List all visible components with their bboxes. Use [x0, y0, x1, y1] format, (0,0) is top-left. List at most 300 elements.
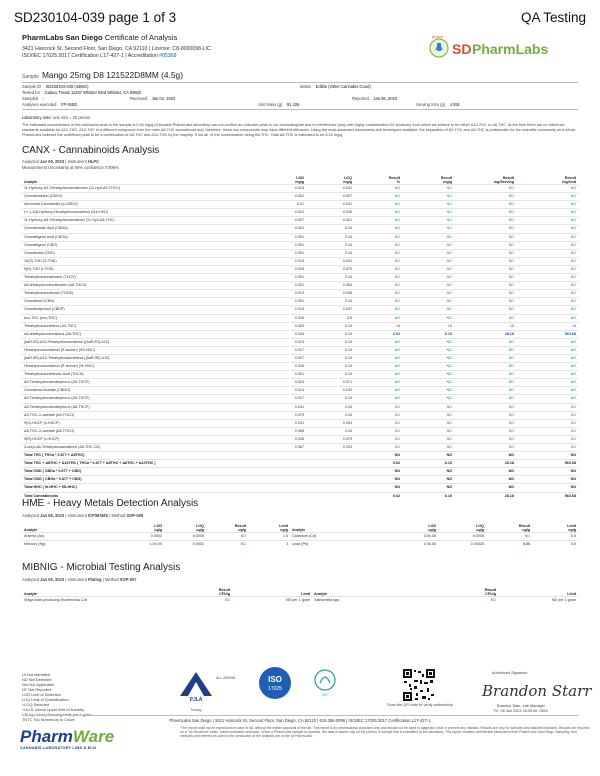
- table-cell: ND: [516, 298, 578, 306]
- table-cell: 0.021: [306, 217, 354, 225]
- table-cell: (6aR,9S)-Δ10-Tetrahydrocannabinol ((6aR,9S)-Δ10): [22, 338, 258, 346]
- table-cell: 0.024: [258, 379, 306, 387]
- table-cell: 0.16: [306, 241, 354, 249]
- footer-address: PharmLabs San Diego | 3421 Hancock St, Second Floor, San Diego, CA 92110 | 619.356.0096 | ISO/IEC 17025:2017 Certification L17-427-1: [169, 718, 431, 723]
- divider: [22, 109, 578, 110]
- table-cell: 0.16: [306, 346, 354, 354]
- table-cell: ND: [454, 403, 516, 411]
- table-row: [22, 533, 578, 541]
- table-cell: ND: [354, 249, 402, 257]
- table-cell: ND: [354, 201, 402, 209]
- svg-text:SD: SD: [452, 41, 472, 57]
- table-cell: ND: [454, 346, 516, 354]
- legend-item: ND Not Detected: [22, 677, 52, 682]
- table-cell: 0.01: [258, 201, 306, 209]
- table-cell: ND: [454, 306, 516, 314]
- table-cell: 0.16: [306, 249, 354, 257]
- sd-pharmlabs-logo: [428, 32, 578, 60]
- table-cell: ND: [354, 257, 402, 265]
- table-cell: 0.16: [306, 233, 354, 241]
- table-cell: ND: [516, 225, 578, 233]
- table-cell: ND: [402, 452, 454, 460]
- table-cell: ND: [402, 233, 454, 241]
- column-header: Result CFU/g: [484, 587, 496, 596]
- table-cell: ND per 1 gram: [232, 597, 312, 605]
- table-row: [22, 290, 578, 298]
- table-cell: 1.0e-05: [122, 541, 164, 549]
- table-cell: ND: [354, 306, 402, 314]
- qr-caption: Scan the QR code to verify authenticity: [387, 703, 453, 707]
- table-cell: 3.0e-05: [390, 533, 438, 541]
- table-cell: ND: [402, 314, 454, 322]
- table-cell: 3-octyl-Δ8-Tetrahydrocannabinol (Δ8-THC-C8): [22, 444, 258, 452]
- table-cell: ND: [354, 468, 402, 476]
- lab-note: Laboratory note: unit size = 20 pieces: [22, 115, 91, 120]
- table-cell: ND: [354, 444, 402, 452]
- table-cell: 0.16: [306, 338, 354, 346]
- table-cell: ND: [454, 468, 516, 476]
- table-cell: 0.001: [258, 225, 306, 233]
- document-id: SD230104-039 page 1 of 3: [14, 10, 177, 25]
- table-cell: 0.007: [258, 354, 306, 362]
- table-row: [22, 225, 578, 233]
- table-cell: 0.012: [258, 209, 306, 217]
- table-cell: ND: [402, 444, 454, 452]
- table-cell: Cannabidiol (CBD): [22, 249, 258, 257]
- table-cell: 0.075: [306, 265, 354, 273]
- table-cell: ND: [454, 476, 516, 484]
- table-cell: ND: [354, 265, 402, 273]
- table-cell: ND: [516, 185, 578, 193]
- table-cell: ND: [354, 274, 402, 282]
- canx-title: CANX - Cannabinoids Analysis: [22, 145, 160, 156]
- table-cell: 0.16: [306, 225, 354, 233]
- table-row: [22, 403, 578, 411]
- svg-text:HC: HC: [322, 692, 328, 697]
- table-cell: ND: [402, 411, 454, 419]
- table-cell: ND: [402, 346, 454, 354]
- table-cell: ND: [454, 265, 516, 273]
- table-cell: ND: [516, 346, 578, 354]
- divider: [22, 715, 578, 716]
- table-cell: ND: [516, 241, 578, 249]
- table-row: [22, 322, 578, 330]
- table-cell: [306, 492, 354, 500]
- tested-for: Tested for Galaxy Treats 11257 Whittier Blvd Whittier, CA 90602: [22, 90, 142, 95]
- table-cell: Cannabinol (CBN): [22, 298, 258, 306]
- table-row: [22, 452, 578, 460]
- table-cell: 0.041: [306, 257, 354, 265]
- column-header: Analyte: [24, 591, 38, 596]
- table-cell: Total Cannabinoids: [22, 492, 258, 500]
- table-cell: Tetrahydrocannabutol (THCB): [22, 290, 258, 298]
- table-cell: ND: [354, 411, 402, 419]
- table-row: [22, 282, 578, 290]
- table-row: [22, 541, 578, 549]
- table-cell: 0.16: [306, 354, 354, 362]
- table-row: [22, 298, 578, 306]
- table-cell: ND: [454, 209, 516, 217]
- qa-label: QA Testing: [520, 10, 586, 25]
- table-cell: ND: [206, 541, 248, 549]
- column-header: LOQ mg/g: [343, 175, 352, 184]
- table-cell: Tetrahydrocannabivarin (THCV): [22, 274, 258, 282]
- iso-line: ISO/IEC 17025:2017 Certification L17-427-1 | Accreditation #85368: [22, 53, 177, 59]
- matrix: Matrix Edible (Other Cannabis Good): [300, 84, 371, 89]
- table-cell: ND: [354, 338, 402, 346]
- table-row: [22, 257, 578, 265]
- table-cell: ND: [516, 363, 578, 371]
- table-cell: ND: [402, 435, 454, 443]
- table-cell: ND: [454, 411, 516, 419]
- table-cell: 0.00025: [438, 541, 486, 549]
- table-row: [22, 193, 578, 201]
- mibnig-title: MIBNIG - Microbial Testing Analysis: [22, 562, 181, 573]
- column-header: Result %: [388, 175, 400, 184]
- table-cell: (6aR,9R)-Δ10-Tetrahydrocannabinol ((6aR,9R)-Δ10): [22, 354, 258, 362]
- column-header: Limit: [301, 591, 310, 596]
- table-cell: ND: [354, 354, 402, 362]
- table-cell: ND: [402, 217, 454, 225]
- table-cell: 0.16: [306, 274, 354, 282]
- certificate-label: Certificate of Analysis: [102, 33, 178, 42]
- table-header: [22, 171, 578, 185]
- table-cell: ND: [516, 257, 578, 265]
- table-cell: Total HHC ( 9r-HHC + 9S-HHC): [22, 484, 258, 492]
- table-cell: ND: [454, 452, 516, 460]
- table-cell: ND: [454, 314, 516, 322]
- lab-title: [22, 33, 177, 42]
- table-cell: UI: [402, 322, 454, 330]
- table-cell: ND: [516, 444, 578, 452]
- table-cell: Δ8-THC-O-acetate (Δ8-THCO): [22, 427, 258, 435]
- table-cell: 0.0005: [164, 533, 206, 541]
- legend-item: NT Not Reported: [22, 687, 52, 692]
- table-cell: Tetrahydrocannabinol (Δ9-THC): [22, 322, 258, 330]
- table-cell: 0.007: [258, 217, 306, 225]
- column-header: LOQ ug/g: [196, 523, 204, 532]
- column-header: Result ug/g: [234, 523, 246, 532]
- table-cell: ND: [354, 209, 402, 217]
- table-cell: 0.0001: [164, 541, 206, 549]
- table-cell: ND: [516, 290, 578, 298]
- table-cell: 9(S)-HHCP (s-HHCP): [22, 419, 258, 427]
- table-cell: Hexahydrocannabinol (R Isomer) (9r-HHC): [22, 363, 258, 371]
- table-cell: ND: [454, 354, 516, 362]
- table-cell: ND: [354, 452, 402, 460]
- legend-item: LOQ Limit of Quantification: [22, 697, 69, 702]
- table-cell: 0.014: [258, 387, 306, 395]
- table-cell: UI: [516, 322, 578, 330]
- table-row: [22, 330, 578, 338]
- table-cell: ND: [454, 249, 516, 257]
- table-cell: 28.18: [454, 330, 516, 338]
- table-cell: 0.001: [258, 298, 306, 306]
- table-cell: 6.15: [402, 460, 454, 468]
- table-cell: ND: [402, 387, 454, 395]
- table-cell: 0.00: [486, 541, 532, 549]
- table-header: [22, 519, 578, 533]
- table-cell: ND: [454, 282, 516, 290]
- table-cell: 0.016: [258, 363, 306, 371]
- table-cell: 0.16: [306, 330, 354, 338]
- table-cell: 28.18: [454, 460, 516, 468]
- table-cell: ND: [516, 274, 578, 282]
- table-row: [22, 371, 578, 379]
- accreditation-number: ALL #85368: [216, 676, 236, 680]
- analyses-executed: Analyses executed FP-INSD: [22, 102, 78, 107]
- column-header: Limit ug/g: [567, 523, 576, 532]
- footer-disclaimer: *The report shall not be reproduced except in full, without the written approval of the lab. This report is for informational purposes only and should not be used to diagnose, treat or prevent any disease. Results are only for samples and batches indicated. Results are reported on a "As Received" basis, unless indicated otherwise. When a PharmLabs sample is reported, the data is based only on the portion of sample that is submitted to the laboratory. This report contains confidential information from PharmLabs San Diego. Sampling, test methods and references used in the conduction of the analysis are on file at PharmLabs.: [180, 726, 590, 739]
- table-cell: Total THC ( THCa * 0.877 + Δ9THC): [22, 452, 258, 460]
- table-cell: Cannabigerol (CBG): [22, 241, 258, 249]
- table-cell: 0.013: [258, 290, 306, 298]
- table-cell: ND: [402, 185, 454, 193]
- table-cell: ND: [402, 363, 454, 371]
- svg-text:ISO: ISO: [268, 675, 282, 684]
- table-row: [22, 201, 578, 209]
- table-cell: ND: [206, 533, 248, 541]
- table-row: [22, 484, 578, 492]
- table-row: [22, 419, 578, 427]
- table-cell: 0.025: [258, 265, 306, 273]
- legend-item: LOD Limit of Detection: [22, 692, 62, 697]
- table-cell: Abnormal Cannabidiol (a-CBDO): [22, 201, 258, 209]
- column-header: Result mg/Unit: [562, 175, 576, 184]
- table-cell: 0.204: [306, 444, 354, 452]
- table-cell: 0.015: [258, 185, 306, 193]
- table-cell: Lead (Pb): [290, 541, 390, 549]
- column-header: Result CFU/g: [218, 587, 230, 596]
- table-cell: 563.68: [516, 330, 578, 338]
- table-cell: [258, 460, 306, 468]
- table-header: [22, 583, 578, 597]
- table-cell: ND: [516, 201, 578, 209]
- table-cell: 0.16: [306, 403, 354, 411]
- table-row: [22, 468, 578, 476]
- table-cell: 0.16: [306, 395, 354, 403]
- table-cell: 563.68: [516, 492, 578, 500]
- table-cell: [258, 484, 306, 492]
- column-header: Limit ug/g: [279, 523, 288, 532]
- table-cell: ND: [516, 411, 578, 419]
- table-cell: ND: [402, 306, 454, 314]
- table-cell: [306, 476, 354, 484]
- table-cell: 0.041: [306, 185, 354, 193]
- table-cell: Cannabidiphorol (CBDP): [22, 306, 258, 314]
- table-cell: Arsenic (As): [22, 533, 122, 541]
- table-cell: ND: [516, 452, 578, 460]
- table-cell: ND: [354, 435, 402, 443]
- table-row: [22, 241, 578, 249]
- column-header: Result ug/g: [518, 523, 530, 532]
- column-header: LOD mg/g: [295, 175, 304, 184]
- table-cell: ND: [454, 484, 516, 492]
- table-row: [22, 209, 578, 217]
- table-cell: ND: [402, 403, 454, 411]
- table-cell: 1.5: [248, 533, 290, 541]
- table-cell: ND: [402, 265, 454, 273]
- table-cell: Δ8-tetrahydrocannabivarin (Δ8-THCV): [22, 282, 258, 290]
- column-header: LOD ug/g: [154, 523, 162, 532]
- table-cell: 0.001: [258, 371, 306, 379]
- verification-qr-code[interactable]: [402, 668, 436, 702]
- table-cell: ND: [454, 363, 516, 371]
- hme-title: HME - Heavy Metals Detection Analysis: [22, 498, 199, 509]
- table-cell: ND: [172, 597, 232, 605]
- table-cell: ND per 1 gram: [498, 597, 578, 605]
- table-cell: ND: [454, 395, 516, 403]
- table-cell: 0.16: [306, 363, 354, 371]
- pharmware-logo: PharmWare CANNABIS LABORATORY LIMS & ELN: [20, 727, 115, 750]
- table-cell: [306, 460, 354, 468]
- table-cell: ND: [516, 395, 578, 403]
- table-cell: Hexahydrocannabinol (S Isomer) (9S-HHC): [22, 346, 258, 354]
- table-cell: ND: [354, 379, 402, 387]
- table-cell: 0.001: [258, 233, 306, 241]
- lab-name: PharmLabs San Diego: [22, 33, 103, 42]
- table-cell: ND: [402, 395, 454, 403]
- table-row: [22, 435, 578, 443]
- table-row: [22, 460, 578, 468]
- table-cell: ND: [354, 427, 402, 435]
- table-row: [22, 597, 578, 605]
- table-cell: 0.041: [258, 403, 306, 411]
- table-cell: ND: [354, 395, 402, 403]
- table-cell: ND: [516, 209, 578, 217]
- table-cell: 0.017: [258, 395, 306, 403]
- column-header: LOD ug/g: [428, 523, 436, 532]
- table-cell: ND: [354, 225, 402, 233]
- table-cell: Tetrahydrocannabinolic Acid (THCA): [22, 371, 258, 379]
- table-row: [22, 306, 578, 314]
- table-cell: 0.002: [258, 193, 306, 201]
- table-cell: Δ9-Tetrahydrocannabiphorol (Δ9-THCP): [22, 379, 258, 387]
- table-cell: ND: [402, 354, 454, 362]
- table-cell: 11-Hydroxy-Δ9-Tetrahydrocannabivarin (11-Hyd-Δ9-THCV): [22, 185, 258, 193]
- table-cell: [258, 492, 306, 500]
- table-cell: ND: [354, 476, 402, 484]
- table-cell: ND: [354, 193, 402, 201]
- table-cell: ND: [402, 201, 454, 209]
- iso-badge: [258, 666, 292, 705]
- table-cell: Cannabidiolic Acid (CBDA): [22, 225, 258, 233]
- legend-item: UI Not Identified: [22, 672, 50, 677]
- table-row: [22, 427, 578, 435]
- legend-item: >ULOL Above upper limit of linearity: [22, 707, 85, 712]
- table-cell: 0.015: [258, 257, 306, 265]
- table-cell: ND: [516, 403, 578, 411]
- table-cell: ND: [454, 274, 516, 282]
- table-cell: ND: [402, 282, 454, 290]
- table-cell: 9(R)-HHCP (r-HHCP): [22, 435, 258, 443]
- signature-label: Authorized Signature: [492, 671, 528, 675]
- sampled: Sampled -: [22, 96, 45, 101]
- column-header: Analyte: [24, 527, 38, 532]
- table-cell: ND: [516, 249, 578, 257]
- accreditation-link[interactable]: #85368: [159, 53, 177, 59]
- table-row: [22, 363, 578, 371]
- table-cell: ND: [454, 257, 516, 265]
- canx-analyzed: Analyzed Jan 06, 2023 | Instrument HLPC: [22, 159, 100, 164]
- table-cell: ND: [516, 419, 578, 427]
- signer: [486, 704, 556, 714]
- table-cell: 9(R)-THD (r-THD): [22, 265, 258, 273]
- table-row: [22, 444, 578, 452]
- table-cell: [258, 476, 306, 484]
- column-header: LOQ ug/g: [476, 523, 484, 532]
- svg-text:17025: 17025: [268, 686, 282, 692]
- uncertainty-note: The estimated concentration of the unknowns peak in the sample is 0.45 mg/g (Cannabis PharmLabs laboratory can not confirm an unknown peak in our chromatogram due to interference (only with highly contaminated D9 products) from which we believe to be either Δ10-THC or Δ8-THC. At the time there are no reference standards available for Δ10-THC. Δ10-THC is a different compound from the main Δ8-THC cannabinoid and, therefore, these two compounds may have different efficacies. Using the most advanced instruments and techniques available, the separation of Δ9-THC and Δ8-THC is problematic for the scientific community as a whole. PharmLabs believes the undefined peak to be a combination of Δ8-THC and Δ10-THC by the majority. If not all, of the concentration being Δ8-THC. Total Δ8-THC is estimated to be 6.15 mg/g.: [22, 123, 577, 137]
- table-cell: ND: [454, 371, 516, 379]
- table-cell: ND: [402, 257, 454, 265]
- cannabinoids-table: [22, 171, 578, 500]
- table-cell: ND: [354, 371, 402, 379]
- table-cell: 10(S)-THD (S-THD): [22, 257, 258, 265]
- table-cell: 0.038: [306, 290, 354, 298]
- table-cell: ND: [486, 533, 532, 541]
- column-header: Analyte: [314, 591, 328, 596]
- table-cell: ND: [402, 427, 454, 435]
- table-cell: 3: [248, 541, 290, 549]
- table-cell: ND: [454, 185, 516, 193]
- table-cell: 0.5: [532, 533, 578, 541]
- table-cell: Δ9-Tetrahydrocannabiphorol (Δ9-THCP): [22, 395, 258, 403]
- table-cell: ND: [354, 363, 402, 371]
- pjla-badge: PJLA Testing: [176, 668, 216, 712]
- table-cell: ND: [402, 249, 454, 257]
- table-cell: ND: [402, 225, 454, 233]
- table-cell: ND: [354, 217, 402, 225]
- table-cell: ND: [454, 338, 516, 346]
- table-cell: 0.013: [258, 338, 306, 346]
- svg-text:PJLA: PJLA: [189, 697, 203, 703]
- table-cell: ND: [516, 435, 578, 443]
- table-cell: ND: [354, 282, 402, 290]
- table-cell: 0.8: [306, 314, 354, 322]
- sample-id: Sample ID SD230104-039 (43881): [22, 84, 89, 89]
- signature: Brandon Starr: [482, 682, 592, 700]
- table-cell: 0.021: [258, 282, 306, 290]
- table-cell: 0.016: [258, 314, 306, 322]
- table-cell: ND: [516, 282, 578, 290]
- table-cell: exo-THC (exo-THC): [22, 314, 258, 322]
- table-cell: ND: [516, 306, 578, 314]
- table-cell: ND: [354, 185, 402, 193]
- table-cell: 0.026: [258, 435, 306, 443]
- table-cell: ND: [516, 427, 578, 435]
- table-cell: 1.0e-05: [390, 541, 438, 549]
- table-cell: 0.031: [258, 419, 306, 427]
- table-cell: 0.16: [306, 411, 354, 419]
- table-cell: ND: [516, 476, 578, 484]
- lab-address: 3421 Hancock St, Second Floor, San Diego, CA 92110 | License: C8-0000098-LIC: [22, 46, 211, 52]
- table-cell: 0.064: [306, 282, 354, 290]
- table-cell: 0.001: [258, 249, 306, 257]
- table-cell: ND: [516, 265, 578, 273]
- table-cell: ND: [402, 476, 454, 484]
- table-row: [22, 476, 578, 484]
- table-cell: ND: [516, 338, 578, 346]
- table-cell: 0.001: [258, 274, 306, 282]
- table-cell: ND: [402, 209, 454, 217]
- table-cell: 563.68: [516, 460, 578, 468]
- table-cell: 0.62: [354, 460, 402, 468]
- table-cell: ND: [454, 193, 516, 201]
- table-cell: 0.031: [306, 201, 354, 209]
- lab-address-block: [22, 46, 211, 60]
- sample-name: Mango 25mg D8 121522D8MM (4.5g): [41, 70, 184, 80]
